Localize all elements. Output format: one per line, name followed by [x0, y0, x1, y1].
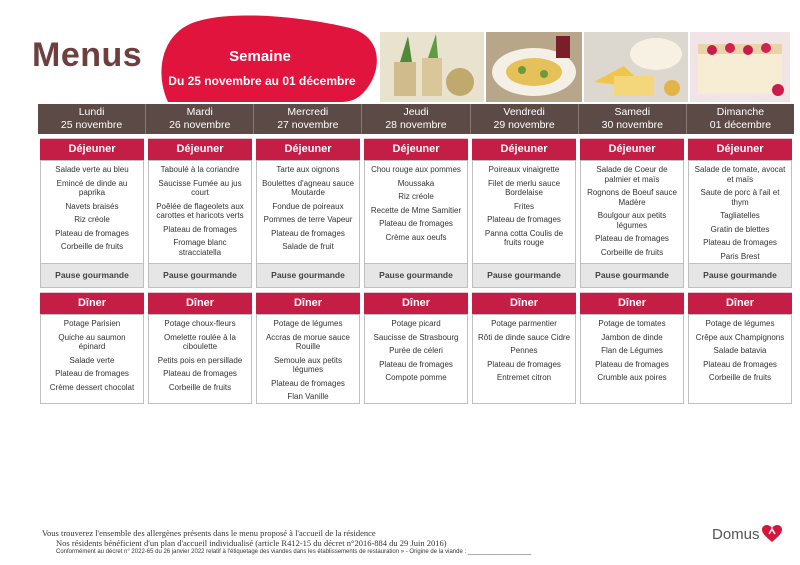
domus-logo [712, 525, 782, 543]
menu-item: Plateau de fromages [55, 369, 129, 378]
menu-item: Plateau de fromages [379, 219, 453, 228]
menu-item: Crème dessert chocolat [49, 382, 135, 392]
lunch-menu [688, 160, 792, 264]
menu-item: Moussaka [397, 178, 435, 188]
week-label: Semaine [229, 48, 291, 65]
menu-item: Potage parmentier [491, 319, 557, 328]
dinner-menu [256, 314, 360, 404]
lunch-menu [364, 160, 468, 264]
menu-item: Saucisse Fumée au jus court [158, 178, 242, 197]
lunch-band: Déjeuner [40, 138, 144, 160]
menu-item: Fondue de poireaux [272, 201, 344, 211]
days-header [38, 104, 794, 134]
menu-item: Emincé de dinde au paprika [56, 178, 128, 197]
lunch-band: Déjeuner [580, 138, 684, 160]
menu-item: Salade de fruit [282, 242, 334, 251]
day-name: Vendredi [503, 106, 545, 118]
menu-item: Tarte aux oignons [276, 165, 340, 174]
menu-item: Saucisse de Strasbourg [373, 332, 459, 342]
lunch-band: Déjeuner [472, 138, 576, 160]
menu-item: Plateau de fromages [163, 224, 237, 234]
menu-item: Crêpe aux Champignons [695, 332, 785, 342]
menu-item: Recette de Mme Samitier [370, 205, 462, 215]
lunch-menu [256, 160, 360, 264]
day-column [578, 138, 686, 404]
dinner-band: Dîner [688, 292, 792, 314]
menu-item: Potage de légumes [273, 319, 343, 328]
menu-item: Plateau de fromages [163, 369, 237, 378]
menu-item: Plateau de fromages [595, 234, 669, 243]
day-date: 27 novembre [277, 119, 339, 131]
day-name: Mardi [186, 106, 213, 118]
menu-item: Riz créole [74, 215, 110, 224]
menu-item: Plateau de fromages [487, 215, 561, 224]
menu-item: Salade batavia [713, 346, 767, 355]
menu-item: Plateau de fromages [55, 228, 129, 238]
menu-item: Entremet citron [496, 373, 552, 382]
dinner-band: Dîner [256, 292, 360, 314]
menu-item: Filet de merlu sauce Bordelaise [487, 178, 561, 197]
lunch-band: Déjeuner [148, 138, 252, 160]
menu-item: Compote pomme [385, 373, 447, 382]
lunch-menu [148, 160, 252, 264]
day-header [254, 104, 362, 134]
menu-item: Flan de Légumes [601, 346, 663, 355]
menu-item: Salade verte [69, 355, 115, 365]
menu-item: Crème aux oeufs [385, 232, 447, 242]
dinner-menu [364, 314, 468, 404]
food-photo-verrines [380, 32, 484, 102]
pause-gourmande: Pause gourmande [580, 264, 684, 288]
day-header [362, 104, 470, 134]
day-date: 26 novembre [169, 119, 231, 131]
day-column [38, 138, 146, 404]
menu-item: Gratin de blettes [710, 224, 770, 234]
menu-item: Semoule aux petits légumes [273, 355, 343, 374]
heart-icon [762, 525, 782, 543]
lunch-menu [472, 160, 576, 264]
dinner-band: Dîner [364, 292, 468, 314]
menu-item: Petits pois en persillade [157, 355, 243, 365]
food-photo-pasta [486, 32, 582, 102]
lunch-menu [580, 160, 684, 264]
menu-grid [38, 138, 794, 404]
day-name: Dimanche [716, 106, 765, 118]
pause-gourmande: Pause gourmande [148, 264, 252, 288]
dinner-menu [688, 314, 792, 404]
menu-item: Omelette roulée à la ciboulette [163, 332, 237, 351]
menu-item: Quiche au saumon épinard [58, 332, 126, 351]
menu-item: Salade de Coeur de palmier et maïs [596, 165, 668, 184]
day-date: 25 novembre [60, 119, 123, 131]
footer [42, 528, 682, 557]
menu-item: Potage de légumes [705, 319, 775, 328]
day-date: 30 novembre [601, 119, 663, 131]
menu-item: Paris Brest [720, 251, 760, 261]
menu-item: Tagliatelles [720, 211, 760, 220]
lunch-band: Déjeuner [364, 138, 468, 160]
meat-origin-note: Conformément au décret n° 2022-65 du 26 janvier 2022 relatif à l'étiquetage des viandes dans les établissements de restauration » - Origine de la viande : ___________________ [56, 549, 532, 555]
day-date: 29 novembre [493, 119, 555, 131]
lunch-band: Déjeuner [688, 138, 792, 160]
pause-gourmande: Pause gourmande [364, 264, 468, 288]
menu-item: Salade de tomate, avocat et maïs [694, 165, 786, 184]
dinner-band: Dîner [148, 292, 252, 314]
pause-gourmande: Pause gourmande [256, 264, 360, 288]
dinner-menu [148, 314, 252, 404]
day-header [146, 104, 254, 134]
menu-item: Accras de morue sauce Rouille [265, 332, 351, 351]
day-column [362, 138, 470, 404]
lunch-menu [40, 160, 144, 264]
menu-item: Potage Parisien [63, 319, 121, 328]
day-name: Mercredi [287, 106, 329, 118]
day-header [471, 104, 579, 134]
pause-gourmande: Pause gourmande [40, 264, 144, 288]
menu-item: Boulgour aux petits légumes [597, 211, 667, 230]
menu-item: Navets braisés [65, 201, 119, 211]
menu-item: Plateau de fromages [379, 359, 453, 369]
dinner-band: Dîner [580, 292, 684, 314]
menu-item: Corbeille de fruits [168, 382, 232, 392]
menu-item: Jambon de dinde [601, 332, 663, 342]
pause-gourmande: Pause gourmande [688, 264, 792, 288]
menu-item: Plateau de fromages [271, 378, 345, 388]
menu-item: Corbeille de fruits [600, 247, 664, 257]
food-photo-cheese [584, 32, 688, 102]
day-name: Samedi [614, 106, 651, 118]
menu-item: Plateau de fromages [271, 228, 345, 238]
day-name: Jeudi [403, 106, 429, 118]
menu-item: Poireaux vinaigrette [488, 165, 560, 174]
dinner-band: Dîner [472, 292, 576, 314]
menu-item: Riz créole [398, 192, 434, 201]
menu-item: Corbeille de fruits [60, 242, 124, 251]
menu-item: Plateau de fromages [703, 359, 777, 369]
day-header [687, 104, 794, 134]
menu-item: Plateau de fromages [703, 238, 777, 247]
menu-item: Potage de tomates [598, 319, 666, 328]
week-dates: Du 25 novembre au 01 décembre [168, 74, 356, 88]
lunch-band: Déjeuner [256, 138, 360, 160]
menu-item: Rognons de Boeuf sauce Madère [587, 188, 677, 207]
dinner-menu [40, 314, 144, 404]
menu-item: Crumble aux poires [597, 373, 667, 382]
menu-item: Plateau de fromages [595, 359, 669, 369]
day-date: 01 décembre [709, 119, 772, 131]
menu-item: Poêlée de flageolets aux carottes et haricots verts [156, 201, 244, 220]
menu-item: Taboulé à la coriandre [160, 165, 240, 174]
menu-item: Frites [514, 201, 534, 211]
menu-item: Potage choux-fleurs [164, 319, 236, 328]
menu-item: Corbeille de fruits [708, 373, 772, 382]
menu-item: Fromage blanc stracciatella [173, 238, 227, 257]
menu-item: Potage picard [391, 319, 441, 328]
page-title: Menus [32, 36, 143, 74]
day-column [254, 138, 362, 404]
welcome-plan-note: Nos résidents bénéficient d'un plan d'accueil individualisé (article R412-15 du décret n°2016-884 du 29 Juin 2016) [56, 538, 447, 548]
day-date: 28 novembre [385, 119, 447, 131]
menu-item: Panna cotta Coulis de fruits rouge [484, 228, 564, 247]
menu-item: Salade verte au bleu [55, 165, 129, 174]
day-column [686, 138, 794, 404]
menu-item: Pommes de terre Vapeur [263, 215, 353, 224]
allergen-note: Vous trouverez l'ensemble des allergènes présents dans le menu proposé à l'accueil de la résidence [42, 528, 376, 538]
dinner-menu [472, 314, 576, 404]
dinner-band: Dîner [40, 292, 144, 314]
menu-item: Rôti de dinde sauce Cidre [477, 332, 571, 342]
menu-item: Boulettes d'agneau sauce Moutarde [262, 178, 354, 197]
menu-item: Purée de céleri [389, 346, 443, 355]
day-header [38, 104, 146, 134]
day-header [579, 104, 687, 134]
menu-item: Plateau de fromages [487, 359, 561, 369]
dinner-menu [580, 314, 684, 404]
day-column [146, 138, 254, 404]
menu-item: Chou rouge aux pommes [371, 165, 461, 174]
pause-gourmande: Pause gourmande [472, 264, 576, 288]
logo-text: Domus [712, 525, 760, 543]
food-photo-clafoutis [690, 32, 790, 102]
menu-item: Flan Vanille [287, 392, 329, 401]
day-column [470, 138, 578, 404]
menu-item: Pennes [510, 346, 538, 355]
day-name: Lundi [78, 106, 105, 118]
menu-item: Saute de porc à l'ail et thym [700, 188, 780, 207]
